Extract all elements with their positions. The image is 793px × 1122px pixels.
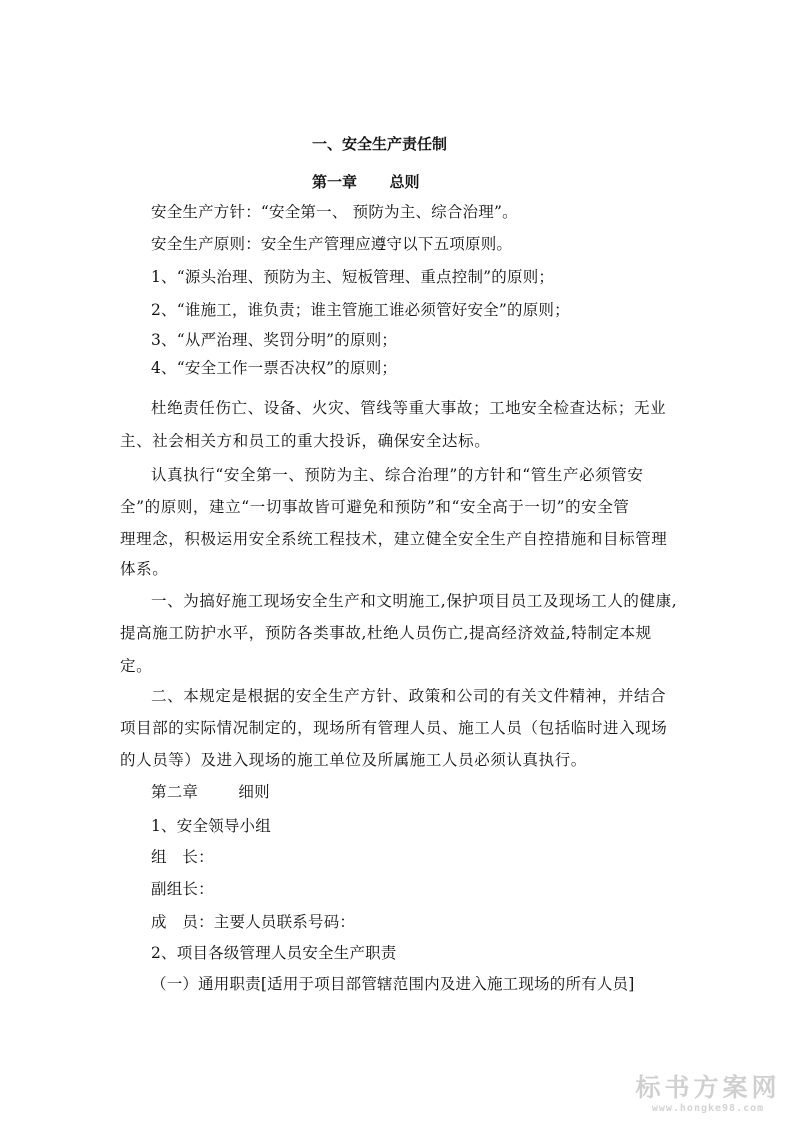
implement-paragraph-line: 理理念，积极运用安全系统工程技术，建立健全安全生产自控措施和目标管理 — [120, 530, 668, 548]
chapter-2-name: 细则 — [238, 783, 270, 801]
members-field: 成 员：主要人员联系号码： — [151, 913, 356, 931]
article-one-line: 一、为搞好施工现场安全生产和文明施工,保护项目员工及现场工人的健康, — [151, 592, 678, 610]
chapter-2-heading — [151, 780, 270, 802]
document-title: 一、安全生产责任制 — [312, 135, 448, 153]
implement-paragraph-line: 全”的原则，建立“一切事故皆可避免和预防”和“安全高于一切”的安全管 — [120, 498, 630, 516]
goal-paragraph-line: 主、社会相关方和员工的重大投诉，确保安全达标。 — [120, 432, 491, 450]
article-two-line: 的人员等）及进入现场的施工单位及所属施工人员必须认真执行。 — [120, 751, 587, 769]
safety-principle-intro: 安全生产原则：安全生产管理应遵守以下五项原则。 — [151, 235, 513, 253]
chapter-2-label: 第二章 — [151, 783, 199, 801]
chapter-1-label: 第一章 — [312, 173, 358, 191]
implement-paragraph-line: 体系。 — [120, 560, 169, 578]
principle-item: 3、“从严治理、奖罚分明”的原则； — [151, 331, 398, 349]
section-leadership-group: 1、安全领导小组 — [151, 817, 271, 835]
implement-paragraph-line: 认真执行“安全第一、预防为主、综合治理”的方针和“管生产必须管安 — [151, 466, 644, 484]
article-two-line: 项目部的实际情况制定的，现场所有管理人员、施工人员（包括临时进入现场 — [120, 719, 668, 737]
chapter-1-name: 总则 — [389, 173, 420, 191]
vice-leader-field: 副组长： — [151, 880, 214, 898]
chapter-1-heading — [312, 171, 420, 192]
watermark-title: 标书方案网 — [635, 1073, 781, 1102]
watermark-url: www.hongke98.com — [651, 1103, 765, 1114]
principle-item: 1、“源头治理、预防为主、短板管理、重点控制”的原则； — [151, 268, 555, 286]
section-management-duties: 2、项目各级管理人员安全生产职责 — [151, 944, 397, 962]
goal-paragraph-line: 杜绝责任伤亡、设备、火灾、管线等重大事故；工地安全检查达标；无业 — [151, 399, 667, 417]
principle-item: 4、“安全工作一票否决权”的原则； — [151, 359, 398, 377]
safety-policy: 安全生产方针：“安全第一、 预防为主、综合治理”。 — [151, 203, 518, 221]
principle-item: 2、“谁施工，谁负责；谁主管施工谁必须管好安全”的原则； — [151, 301, 570, 319]
article-two-line: 二、本规定是根据的安全生产方针、政策和公司的有关文件精神，并结合 — [151, 687, 667, 705]
general-duties-heading: （一）通用职责[适用于项目部管辖范围内及进入施工现场的所有人员] — [151, 975, 635, 993]
group-leader-field: 组 长： — [151, 848, 214, 866]
article-one-line: 定。 — [120, 657, 153, 675]
article-one-line: 提高施工防护水平，预防各类事故,杜绝人员伤亡,提高经济效益,特制定本规 — [120, 624, 652, 642]
site-watermark — [633, 1073, 783, 1114]
